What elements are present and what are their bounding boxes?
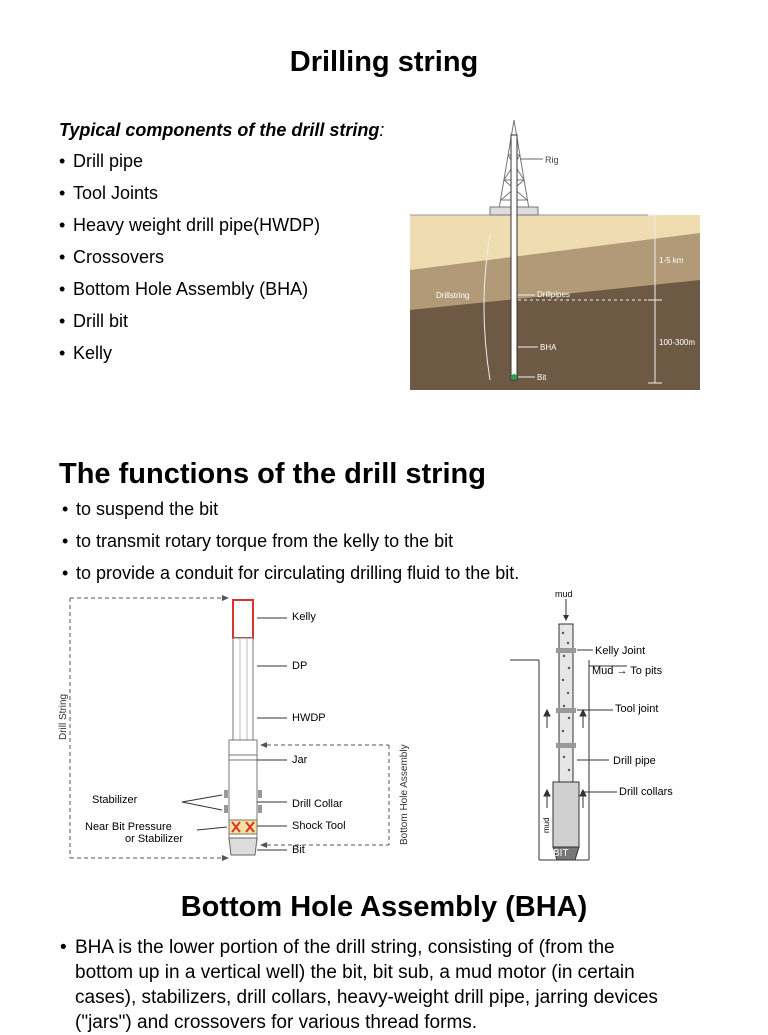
- list-item: • Bottom Hole Assembly (BHA): [59, 279, 309, 299]
- bit-label: Bit: [537, 373, 547, 382]
- drill-string-vertical-label: Drill String: [58, 693, 69, 740]
- tool-joint-label: Tool joint: [615, 703, 659, 715]
- drill-string-pipe: [511, 135, 517, 380]
- jar-label: Jar: [292, 754, 308, 766]
- mud-top-label: mud: [555, 589, 573, 599]
- bha-line: [60, 960, 750, 985]
- list-item-text: Heavy weight drill pipe(HWDP): [73, 215, 321, 235]
- list-item-text: Bottom Hole Assembly (BHA): [73, 279, 309, 299]
- list-item-text: Kelly: [73, 343, 113, 363]
- drill-pipe-label: Drill pipe: [613, 755, 656, 767]
- drill-collar-label: Drill Collar: [292, 798, 343, 810]
- list-item-text: to transmit rotary torque from the kelly to the bit: [76, 531, 454, 551]
- list-item: • to provide a conduit for circulating drilling fluid to the bit.: [62, 563, 520, 583]
- mud-circulation-diagram: [505, 588, 705, 863]
- near-bit-label-2: or Stabilizer: [125, 833, 184, 845]
- bit-label: BIT: [553, 848, 569, 859]
- rig-figure: [410, 115, 700, 390]
- range-top-label: 1-5 km: [659, 256, 684, 265]
- drillpipes-label: Drillpipes: [537, 290, 570, 299]
- list-item-text: Drill pipe: [73, 151, 144, 171]
- drillstring-label: Drillstring: [436, 291, 470, 300]
- bit-marker: [511, 374, 517, 380]
- list-item-text: Crossovers: [73, 247, 165, 267]
- drill-collars-label: Drill collars: [619, 786, 673, 798]
- stabilizer-label: Stabilizer: [92, 794, 138, 806]
- dp-label: DP: [292, 660, 308, 672]
- rig-label: Rig: [545, 155, 559, 165]
- list-item-text: Tool Joints: [73, 183, 159, 203]
- bha-label: BHA: [540, 343, 557, 352]
- mud-pits-label: Mud → To pits: [592, 665, 663, 677]
- drill-collars-block: [553, 782, 579, 847]
- shock-tool-label: Shock Tool: [292, 820, 346, 832]
- kelly-joint-label: Kelly Joint: [595, 645, 646, 657]
- bha-paragraph: [60, 935, 750, 1035]
- bha-line: • BHA is the lower portion of the drill string, consisting of (from the: [60, 937, 615, 958]
- list-item: • Drill bit: [59, 311, 129, 331]
- components-list: [59, 145, 389, 369]
- bha-line-text: BHA is the lower portion of the drill string, consisting of (from the: [75, 937, 615, 958]
- list-item-text: to suspend the bit: [76, 499, 219, 519]
- near-bit-label-1: Near Bit Pressure: [85, 821, 172, 833]
- components-block: [59, 118, 389, 369]
- components-intro: [59, 118, 389, 142]
- bit-label: Bit: [292, 844, 305, 856]
- list-item: • Kelly: [59, 343, 113, 363]
- list-item-text: Drill bit: [73, 311, 129, 331]
- bit-shape: [229, 838, 257, 855]
- bha-line-text: bottom up in a vertical well) the bit, bit sub, a mud motor (in certain: [75, 962, 635, 983]
- list-item: • Heavy weight drill pipe(HWDP): [59, 215, 321, 235]
- bha-line-text: cases), stabilizers, drill collars, heavy-weight drill pipe, jarring devices: [75, 987, 658, 1008]
- list-item: • to suspend the bit: [62, 499, 219, 519]
- list-item-text: to provide a conduit for circulating drilling fluid to the bit.: [76, 563, 520, 583]
- components-intro-colon: :: [379, 120, 385, 140]
- range-bottom-label: 100-300m: [659, 338, 696, 347]
- list-item: • Crossovers: [59, 247, 165, 267]
- page-title: Drilling string: [289, 46, 479, 78]
- mud-side-label: mud: [542, 817, 551, 833]
- bha-line: [60, 1010, 750, 1035]
- list-item: • Drill pipe: [59, 151, 144, 171]
- list-item: • Tool Joints: [59, 183, 159, 203]
- hwdp-label: HWDP: [292, 712, 326, 724]
- drill-string-diagram: [52, 590, 422, 865]
- list-item: • to transmit rotary torque from the kelly to the bit: [62, 531, 454, 551]
- bha-vertical-label: Bottom Hole Assembly: [399, 744, 410, 845]
- functions-list: [62, 493, 742, 589]
- kelly-section: [233, 600, 253, 638]
- bha-heading: Bottom Hole Assembly (BHA): [180, 891, 588, 923]
- bha-line: [60, 985, 750, 1010]
- kelly-label: Kelly: [292, 611, 316, 623]
- bha-line-text: ("jars") and crossovers for various thread forms.: [75, 1012, 478, 1033]
- functions-heading: The functions of the drill string: [59, 458, 486, 490]
- components-intro-text: Typical components of the drill string: [59, 120, 380, 140]
